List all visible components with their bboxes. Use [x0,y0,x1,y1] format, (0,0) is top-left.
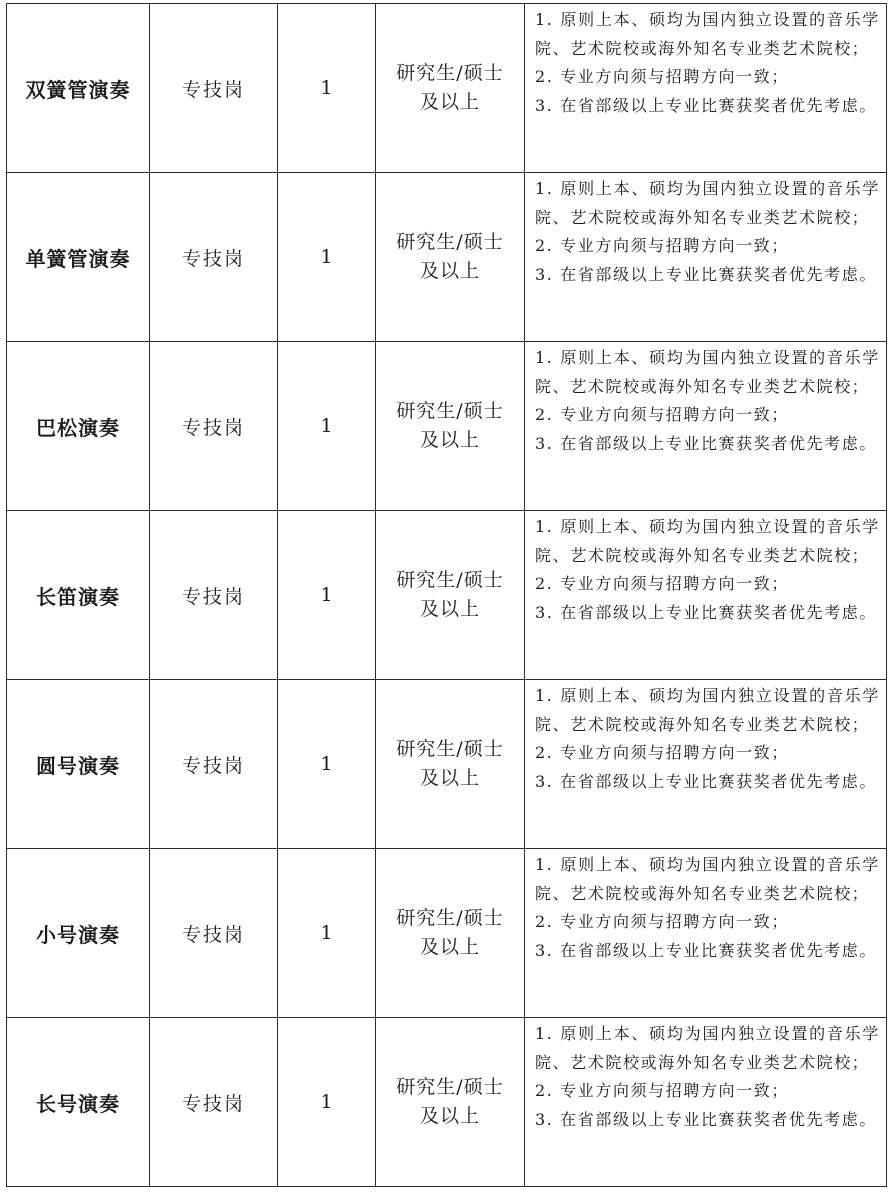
table-row [7,4,887,173]
position-name: 双簧管演奏 [7,4,150,173]
degree-line: 研究生/硕士 [396,907,504,929]
degree-line: 及以上 [419,936,480,958]
position-name: 长号演奏 [7,1018,150,1187]
position-name: 巴松演奏 [7,342,150,511]
hire-count: 1 [278,1018,376,1187]
job-type: 专技岗 [150,511,278,680]
degree-line: 研究生/硕士 [396,1076,504,1098]
job-type: 专技岗 [150,1018,278,1187]
degree-line: 及以上 [419,767,480,789]
requirement-item: 1. 原则上本、硕均为国内独立设置的音乐学院、艺术院校或海外知名专业类艺术院校； [535,855,880,903]
requirements [525,511,887,680]
degree-requirement [376,173,525,342]
degree-line: 研究生/硕士 [396,231,504,253]
hire-count: 1 [278,342,376,511]
degree-line: 及以上 [419,598,480,620]
recruitment-table [6,3,887,1187]
requirement-item: 1. 原则上本、硕均为国内独立设置的音乐学院、艺术院校或海外知名专业类艺术院校； [535,179,880,227]
degree-line: 及以上 [419,1105,480,1127]
table-row [7,511,887,680]
requirement-item: 3. 在省部级以上专业比赛获奖者优先考虑。 [535,95,877,115]
table-row [7,173,887,342]
requirement-item: 1. 原则上本、硕均为国内独立设置的音乐学院、艺术院校或海外知名专业类艺术院校； [535,10,880,58]
degree-requirement [376,4,525,173]
table-row [7,342,887,511]
degree-line: 及以上 [419,429,480,451]
position-name: 长笛演奏 [7,511,150,680]
hire-count: 1 [278,849,376,1018]
degree-requirement [376,511,525,680]
requirement-item: 2. 专业方向须与招聘方向一致； [535,912,789,931]
hire-count: 1 [278,173,376,342]
hire-count: 1 [278,511,376,680]
degree-line: 研究生/硕士 [396,738,504,760]
degree-requirement [376,849,525,1018]
requirement-item: 3. 在省部级以上专业比赛获奖者优先考虑。 [535,602,877,622]
requirement-item: 2. 专业方向须与招聘方向一致； [535,236,789,255]
requirement-item: 3. 在省部级以上专业比赛获奖者优先考虑。 [535,771,877,791]
requirements [525,849,887,1018]
degree-line: 研究生/硕士 [396,400,504,422]
table-row [7,1018,887,1187]
requirement-item: 3. 在省部级以上专业比赛获奖者优先考虑。 [535,264,877,284]
degree-line: 及以上 [419,260,480,282]
table-row [7,849,887,1018]
requirement-item: 2. 专业方向须与招聘方向一致； [535,743,789,762]
job-type: 专技岗 [150,4,278,173]
hire-count: 1 [278,4,376,173]
job-type: 专技岗 [150,342,278,511]
degree-line: 研究生/硕士 [396,62,504,84]
table-row [7,680,887,849]
position-name: 单簧管演奏 [7,173,150,342]
degree-line: 研究生/硕士 [396,569,504,591]
requirement-item: 3. 在省部级以上专业比赛获奖者优先考虑。 [535,433,877,453]
requirement-item: 1. 原则上本、硕均为国内独立设置的音乐学院、艺术院校或海外知名专业类艺术院校； [535,686,880,734]
requirements [525,342,887,511]
requirements [525,1018,887,1187]
requirement-item: 3. 在省部级以上专业比赛获奖者优先考虑。 [535,940,877,960]
requirement-item: 3. 在省部级以上专业比赛获奖者优先考虑。 [535,1109,877,1129]
requirement-item: 2. 专业方向须与招聘方向一致； [535,67,789,86]
job-type: 专技岗 [150,849,278,1018]
requirement-item: 2. 专业方向须与招聘方向一致； [535,1081,789,1100]
degree-requirement [376,342,525,511]
position-name: 小号演奏 [7,849,150,1018]
requirement-item: 1. 原则上本、硕均为国内独立设置的音乐学院、艺术院校或海外知名专业类艺术院校； [535,348,880,396]
requirements [525,680,887,849]
job-type: 专技岗 [150,680,278,849]
position-name: 圆号演奏 [7,680,150,849]
requirement-item: 2. 专业方向须与招聘方向一致； [535,405,789,424]
hire-count: 1 [278,680,376,849]
requirements [525,173,887,342]
degree-requirement [376,1018,525,1187]
degree-line: 及以上 [419,91,480,113]
degree-requirement [376,680,525,849]
requirements [525,4,887,173]
requirement-item: 2. 专业方向须与招聘方向一致； [535,574,789,593]
requirement-item: 1. 原则上本、硕均为国内独立设置的音乐学院、艺术院校或海外知名专业类艺术院校； [535,517,880,565]
job-type: 专技岗 [150,173,278,342]
requirement-item: 1. 原则上本、硕均为国内独立设置的音乐学院、艺术院校或海外知名专业类艺术院校； [535,1024,880,1072]
